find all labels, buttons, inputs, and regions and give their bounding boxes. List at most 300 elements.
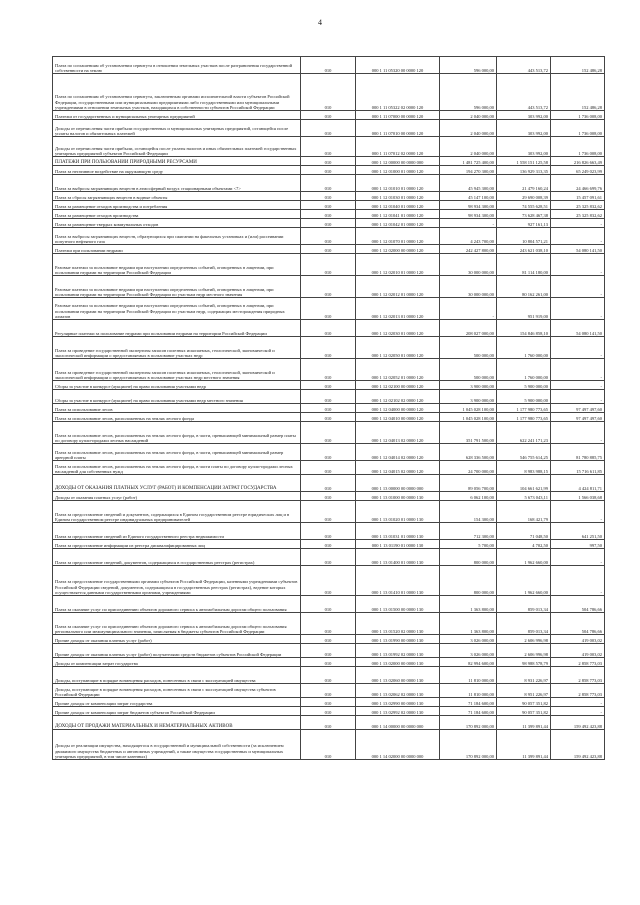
- cell-name: Плата за размещение твердых коммунальных отходов: [53, 219, 301, 228]
- table-row: [53, 613, 605, 635]
- cell-name: Доходы от компенсации затрат государства: [53, 658, 301, 667]
- cell-rest: -: [551, 337, 605, 359]
- cell-plan: 2 040 000,00: [440, 137, 497, 157]
- cell-code: 010: [301, 707, 356, 716]
- cell-code: 010: [301, 635, 356, 644]
- cell-fact: 1 177 980 773,65: [497, 413, 551, 422]
- cell-plan: 71 184 600,00: [440, 707, 497, 716]
- cell-kbk: 000 1 13 01400 01 0000 130: [356, 549, 440, 566]
- cell-plan: 4 243 700,00: [440, 228, 497, 245]
- cell-fact: 303 992,00: [497, 111, 551, 120]
- cell-rest: 997,50: [551, 540, 605, 549]
- cell-code: 010: [301, 390, 356, 404]
- cell-plan: 45 945 300,00: [440, 175, 497, 192]
- table-row: [53, 298, 605, 320]
- cell-fact: 2 606 996,98: [497, 635, 551, 644]
- cell-rest: 65 249 023,99: [551, 166, 605, 175]
- table-row: [53, 540, 605, 549]
- cell-name: Плата за выбросы загрязняющих веществ в атмосферный воздух стационарными объектами <7>: [53, 175, 301, 192]
- cell-rest: -: [551, 219, 605, 228]
- table-row: [53, 635, 605, 644]
- table-row: [53, 422, 605, 444]
- table-row: [53, 166, 605, 175]
- table-row: [53, 359, 605, 381]
- table-row: [53, 404, 605, 413]
- cell-name: Доходы от перечисления части прибыли государственных и муниципальных унитарных предприятий, остающейся после уплаты налогов и обязательных платежей: [53, 120, 301, 137]
- cell-kbk: 000 1 12 02000 00 0000 120: [356, 245, 440, 254]
- cell-fact: 1 558 151 125,58: [497, 157, 551, 166]
- cell-name: Плата за предоставление сведений, документов, содержащихся в государственных реестрах (регистрах): [53, 549, 301, 566]
- cell-plan: 154 300,00: [440, 501, 497, 523]
- cell-code: 010: [301, 566, 356, 596]
- cell-plan: 3 026 000,00: [440, 635, 497, 644]
- cell-rest: -: [551, 359, 605, 381]
- cell-plan: 596 000,00: [440, 74, 497, 111]
- cell-rest: 4 424 811,71: [551, 475, 605, 492]
- cell-plan: 170 892 000,00: [440, 730, 497, 760]
- cell-code: 010: [301, 320, 356, 337]
- cell-kbk: 000 1 13 01031 01 0000 130: [356, 523, 440, 540]
- cell-plan: 2 040 000,00: [440, 120, 497, 137]
- cell-name: Платежи от государственных и муниципальных унитарных предприятий: [53, 111, 301, 120]
- cell-code: 010: [301, 166, 356, 175]
- table-row: [53, 219, 605, 228]
- cell-fact: 5 900 000,00: [497, 390, 551, 404]
- cell-code: 010: [301, 201, 356, 210]
- cell-code: 010: [301, 667, 356, 684]
- cell-rest: -: [551, 707, 605, 716]
- cell-code: 010: [301, 245, 356, 254]
- cell-fact: 8 951 226,97: [497, 684, 551, 698]
- cell-rest: 24 466 699,76: [551, 175, 605, 192]
- table-row: [53, 390, 605, 404]
- cell-code: 010: [301, 120, 356, 137]
- cell-plan: 2 040 000,00: [440, 111, 497, 120]
- cell-kbk: 000 1 12 01040 01 0000 120: [356, 201, 440, 210]
- cell-name: Плата за выбросы загрязняющих веществ, образующихся при сжигании на факельных установках и (или) рассеивании попутного нефтяного газа: [53, 228, 301, 245]
- cell-fact: 1 962 660,00: [497, 566, 551, 596]
- cell-plan: 98 934 300,00: [440, 201, 497, 210]
- table-row: [53, 667, 605, 684]
- cell-plan: -: [440, 219, 497, 228]
- cell-kbk: 000 1 13 01500 00 0000 130: [356, 596, 440, 613]
- table-row: [53, 57, 605, 74]
- table-row: [53, 245, 605, 254]
- cell-kbk: 000 1 12 04000 00 0000 120: [356, 404, 440, 413]
- cell-plan: 1 481 725 400,00: [440, 157, 497, 166]
- cell-plan: 800 000,00: [440, 549, 497, 566]
- cell-name: Плата за использование лесов, расположенных на землях лесного фонда, в части платы по договору купли-продажи лесных насаждений для собственных нужд: [53, 461, 301, 475]
- cell-kbk: 000 1 13 02000 00 0000 130: [356, 658, 440, 667]
- cell-kbk: 000 1 13 02992 02 0000 130: [356, 707, 440, 716]
- cell-code: 010: [301, 175, 356, 192]
- cell-name: Плата за негативное воздействие на окружающую среду: [53, 166, 301, 175]
- table-row: [53, 381, 605, 390]
- cell-rest: 2 858 773,03: [551, 684, 605, 698]
- cell-rest: -: [551, 298, 605, 320]
- cell-kbk: 000 1 12 01070 01 0000 120: [356, 228, 440, 245]
- cell-kbk: 000 1 12 00000 00 0000 000: [356, 157, 440, 166]
- cell-plan: -: [440, 298, 497, 320]
- cell-fact: 622 241 171,23: [497, 422, 551, 444]
- cell-rest: 419 003,02: [551, 635, 605, 644]
- cell-kbk: 000 1 13 02062 02 0000 130: [356, 684, 440, 698]
- cell-rest: 1 566 038,68: [551, 492, 605, 501]
- cell-name: Доходы от реализации имущества, находящегося в государственной и муниципальной собственности (за исключением движимого имущества бюджетных и автономных учреждений, а также имущества государственных и муниципальных унитарных предприятий, в том числе казенных): [53, 730, 301, 760]
- cell-name: Прочие доходы от компенсации затрат государства: [53, 698, 301, 707]
- cell-kbk: 000 1 13 01990 00 0000 130: [356, 635, 440, 644]
- cell-rest: 419 003,02: [551, 644, 605, 658]
- cell-name: Платежи при пользовании недрами: [53, 245, 301, 254]
- cell-fact: 90 057 351,82: [497, 707, 551, 716]
- cell-fact: 303 992,00: [497, 137, 551, 157]
- cell-fact: 859 013,34: [497, 596, 551, 613]
- table-row: [53, 444, 605, 461]
- cell-name: Разовые платежи за пользование недрами при наступлении определенных событий, оговоренных в лицензии, при пользовании недрами на территории Российской Федерации по участкам недр, содержащих месторождения природных алмазов: [53, 298, 301, 320]
- cell-kbk: 000 1 12 02030 01 0000 120: [356, 320, 440, 337]
- cell-rest: 54 080 141,50: [551, 245, 605, 254]
- cell-plan: 170 892 000,00: [440, 716, 497, 730]
- cell-name: Плата за использование лесов: [53, 404, 301, 413]
- cell-kbk: 000 1 12 02052 01 0000 120: [356, 359, 440, 381]
- cell-kbk: 000 1 12 01000 01 0000 120: [356, 166, 440, 175]
- cell-plan: 30 000 000,00: [440, 276, 497, 298]
- cell-kbk: 000 1 13 01520 02 0000 130: [356, 613, 440, 635]
- cell-plan: 500 000,00: [440, 359, 497, 381]
- cell-name: ПЛАТЕЖИ ПРИ ПОЛЬЗОВАНИИ ПРИРОДНЫМИ РЕСУРСАМИ: [53, 157, 301, 166]
- cell-kbk: 000 1 14 00000 00 0000 000: [356, 716, 440, 730]
- cell-fact: 5 673 043,11: [497, 492, 551, 501]
- cell-name: Доходы, поступающие в порядке возмещения расходов, понесенных в связи с эксплуатацией имущества субъектов Российской Федерации: [53, 684, 301, 698]
- cell-code: 010: [301, 501, 356, 523]
- table-row: [53, 137, 605, 157]
- cell-plan: 30 000 000,00: [440, 254, 497, 276]
- cell-plan: 500 000,00: [440, 337, 497, 359]
- cell-name: Плата за использование лесов, расположенных на землях лесного фонда: [53, 413, 301, 422]
- cell-name: Плата за предоставление информации из реестра дисквалифицированных лиц: [53, 540, 301, 549]
- cell-name: Сборы за участие в конкурсе (аукционе) на право пользования участками недр местного значения: [53, 390, 301, 404]
- cell-kbk: 000 1 12 01042 01 0000 120: [356, 219, 440, 228]
- cell-fact: 927 161,13: [497, 219, 551, 228]
- cell-code: 010: [301, 210, 356, 219]
- cell-code: 010: [301, 698, 356, 707]
- cell-plan: 194 270 300,00: [440, 166, 497, 175]
- cell-fact: 1 962 660,00: [497, 549, 551, 566]
- cell-code: 010: [301, 74, 356, 111]
- cell-plan: 11 810 000,00: [440, 684, 497, 698]
- cell-code: 010: [301, 492, 356, 501]
- cell-rest: -: [551, 276, 605, 298]
- cell-fact: 11 399 891,44: [497, 730, 551, 760]
- cell-fact: 90 057 351,82: [497, 698, 551, 707]
- cell-kbk: 000 1 13 00000 00 0000 000: [356, 475, 440, 492]
- cell-kbk: 000 1 12 04010 00 0000 120: [356, 413, 440, 422]
- cell-kbk: 000 1 13 01410 01 0000 130: [356, 566, 440, 596]
- cell-fact: 443 513,72: [497, 57, 551, 74]
- cell-plan: 71 184 600,00: [440, 698, 497, 707]
- cell-plan: 1 363 800,00: [440, 613, 497, 635]
- cell-fact: 98 988 578,79: [497, 658, 551, 667]
- table-row: [53, 320, 605, 337]
- cell-plan: 6 062 100,00: [440, 492, 497, 501]
- cell-code: 010: [301, 111, 356, 120]
- table-row: [53, 337, 605, 359]
- cell-fact: 11 399 891,44: [497, 716, 551, 730]
- page-number: 4: [318, 18, 322, 27]
- cell-rest: -: [551, 422, 605, 444]
- cell-fact: 74 555 628,51: [497, 201, 551, 210]
- section-row: [53, 716, 605, 730]
- cell-kbk: 000 1 13 01992 02 0000 130: [356, 644, 440, 658]
- cell-kbk: 000 1 12 04015 02 0000 120: [356, 461, 440, 475]
- table-row: [53, 707, 605, 716]
- table-row: [53, 658, 605, 667]
- cell-rest: 152 486,28: [551, 74, 605, 111]
- cell-fact: 859 013,34: [497, 613, 551, 635]
- cell-name: Плата по соглашениям об установлении сервитута, заключенным органами исполнительной власти субъектов Российской Федерации, государственными или муниципальными предприятиями либо государственными или муниципальными учреждениями в отношении земельных участков, находящихся в собственности субъектов Российской Федерации: [53, 74, 301, 111]
- cell-code: 010: [301, 549, 356, 566]
- cell-name: Плата по соглашениям об установлении сервитута в отношении земельных участков после разграничения государственной собственности на землю: [53, 57, 301, 74]
- cell-name: Доходы от оказания платных услуг (работ): [53, 492, 301, 501]
- cell-plan: 5 700,00: [440, 540, 497, 549]
- cell-fact: 71 048,50: [497, 523, 551, 540]
- cell-name: Прочие доходы от компенсации затрат бюджетов субъектов Российской Федерации: [53, 707, 301, 716]
- cell-kbk: 000 1 12 01030 01 0000 120: [356, 192, 440, 201]
- cell-rest: -: [551, 549, 605, 566]
- cell-name: ДОХОДЫ ОТ ОКАЗАНИЯ ПЛАТНЫХ УСЛУГ (РАБОТ) И КОМПЕНСАЦИИ ЗАТРАТ ГОСУДАРСТВА: [53, 475, 301, 492]
- cell-name: Плата за размещение отходов производства и потребления: [53, 201, 301, 210]
- cell-fact: 154 846 858,10: [497, 320, 551, 337]
- cell-rest: -: [551, 228, 605, 245]
- revenue-table: [52, 56, 605, 760]
- cell-code: 010: [301, 228, 356, 245]
- cell-code: 010: [301, 444, 356, 461]
- cell-code: 010: [301, 137, 356, 157]
- cell-code: 010: [301, 461, 356, 475]
- cell-rest: 2 858 773,03: [551, 658, 605, 667]
- table-row: [53, 730, 605, 760]
- cell-fact: 8 983 988,15: [497, 461, 551, 475]
- cell-plan: 242 427 800,00: [440, 245, 497, 254]
- cell-code: 010: [301, 404, 356, 413]
- cell-plan: 98 934 300,00: [440, 210, 497, 219]
- cell-name: Плата за проведение государственной экспертизы запасов полезных ископаемых, геологической, экономической и экологической информации о предоставляемых в пользование участках недр местного значения: [53, 359, 301, 381]
- cell-rest: -: [551, 254, 605, 276]
- cell-rest: 1 736 008,00: [551, 120, 605, 137]
- cell-plan: 1 363 800,00: [440, 596, 497, 613]
- cell-code: 010: [301, 540, 356, 549]
- cell-plan: 628 336 500,00: [440, 444, 497, 461]
- table-row: [53, 698, 605, 707]
- cell-fact: 546 755 614,25: [497, 444, 551, 461]
- cell-rest: 504 786,66: [551, 613, 605, 635]
- cell-name: Разовые платежи за пользование недрами при наступлении определенных событий, оговоренных в лицензии, при пользовании недрами на территории Российской Федерации: [53, 254, 301, 276]
- cell-fact: 104 661 621,99: [497, 475, 551, 492]
- cell-rest: 2 858 773,03: [551, 667, 605, 684]
- cell-fact: 303 992,00: [497, 120, 551, 137]
- cell-name: Плата за проведение государственной экспертизы запасов полезных ископаемых, геологической, экономической и экологической информации о предоставляемых в пользование участках недр: [53, 337, 301, 359]
- cell-name: Плата за предоставление сведений из Единого государственного реестра недвижимости: [53, 523, 301, 540]
- table-row: [53, 492, 605, 501]
- cell-code: 010: [301, 684, 356, 698]
- cell-rest: 25 325 832,62: [551, 210, 605, 219]
- table-row: [53, 210, 605, 219]
- cell-rest: 15 457 091,61: [551, 192, 605, 201]
- table-row: [53, 228, 605, 245]
- cell-fact: 136 929 313,35: [497, 166, 551, 175]
- cell-fact: 73 628 467,38: [497, 210, 551, 219]
- cell-fact: 2 606 996,98: [497, 644, 551, 658]
- cell-kbk: 000 1 12 01010 01 0000 120: [356, 175, 440, 192]
- section-row: [53, 157, 605, 166]
- cell-name: Плата за использование лесов, расположенных на землях лесного фонда, в части, превышающей минимальный размер платы по договору купли-продажи лесных насаждений: [53, 422, 301, 444]
- cell-name: Плата за размещение отходов производства: [53, 210, 301, 219]
- table-row: [53, 596, 605, 613]
- table-row: [53, 120, 605, 137]
- cell-code: 010: [301, 658, 356, 667]
- cell-kbk: 000 1 14 02000 00 0000 000: [356, 730, 440, 760]
- cell-rest: 216 826 663,49: [551, 157, 605, 166]
- cell-kbk: 000 1 13 02990 00 0000 130: [356, 698, 440, 707]
- table-row: [53, 192, 605, 201]
- cell-fact: 21 479 160,24: [497, 175, 551, 192]
- cell-fact: 81 114 180,00: [497, 254, 551, 276]
- cell-rest: 97 497 497,60: [551, 404, 605, 413]
- cell-name: Плата за сбросы загрязняющих веществ в водные объекты: [53, 192, 301, 201]
- cell-code: 010: [301, 254, 356, 276]
- cell-code: 010: [301, 298, 356, 320]
- table-row: [53, 644, 605, 658]
- cell-code: 010: [301, 523, 356, 540]
- cell-fact: 4 702,50: [497, 540, 551, 549]
- cell-kbk: 000 1 11 07000 00 0000 120: [356, 111, 440, 120]
- cell-fact: 243 621 038,10: [497, 245, 551, 254]
- cell-plan: 1 045 028 100,00: [440, 404, 497, 413]
- cell-plan: 208 027 000,00: [440, 320, 497, 337]
- cell-name: Доходы от перечисления части прибыли, остающейся после уплаты налогов и иных обязательных платежей государственных унитарных предприятий субъектов Российской Федерации: [53, 137, 301, 157]
- cell-code: 010: [301, 219, 356, 228]
- table-row: [53, 74, 605, 111]
- cell-kbk: 000 1 13 01020 01 0000 130: [356, 501, 440, 523]
- cell-plan: 1 045 028 100,00: [440, 413, 497, 422]
- cell-code: 010: [301, 413, 356, 422]
- table-row: [53, 276, 605, 298]
- cell-name: Сборы за участие в конкурсе (аукционе) на право пользования участками недр: [53, 381, 301, 390]
- cell-plan: 82 994 600,00: [440, 658, 497, 667]
- cell-code: 010: [301, 337, 356, 359]
- cell-rest: 15 716 611,85: [551, 461, 605, 475]
- cell-plan: 45 147 100,00: [440, 192, 497, 201]
- table-row: [53, 254, 605, 276]
- cell-fact: 80 162 261,00: [497, 276, 551, 298]
- cell-rest: 97 497 497,60: [551, 413, 605, 422]
- cell-kbk: 000 1 12 02102 02 0000 120: [356, 390, 440, 404]
- cell-kbk: 000 1 11 07012 02 0000 120: [356, 137, 440, 157]
- cell-code: 010: [301, 359, 356, 381]
- cell-fact: 951 919,00: [497, 298, 551, 320]
- cell-kbk: 000 1 13 02060 00 0000 130: [356, 667, 440, 684]
- cell-fact: 443 513,72: [497, 74, 551, 111]
- cell-kbk: 000 1 12 02010 01 0000 120: [356, 254, 440, 276]
- table-row: [53, 566, 605, 596]
- cell-code: 010: [301, 596, 356, 613]
- cell-plan: 800 000,00: [440, 566, 497, 596]
- cell-code: 010: [301, 644, 356, 658]
- cell-plan: 3 900 000,00: [440, 381, 497, 390]
- table-row: [53, 549, 605, 566]
- cell-kbk: 000 1 12 01041 01 0000 120: [356, 210, 440, 219]
- cell-rest: 1 736 008,00: [551, 137, 605, 157]
- cell-kbk: 000 1 12 02013 01 0000 120: [356, 298, 440, 320]
- cell-rest: 152 486,28: [551, 57, 605, 74]
- cell-code: 010: [301, 276, 356, 298]
- cell-rest: 159 492 423,88: [551, 730, 605, 760]
- cell-plan: 89 056 700,00: [440, 475, 497, 492]
- cell-name: Плата за предоставление сведений и документов, содержащихся в Едином государственном реестре юридических лиц и в Едином государственном реестре индивидуальных предпринимателей: [53, 501, 301, 523]
- cell-code: 010: [301, 192, 356, 201]
- cell-rest: 54 080 141,50: [551, 320, 605, 337]
- cell-kbk: 000 1 13 01190 01 0000 130: [356, 540, 440, 549]
- table-row: [53, 461, 605, 475]
- cell-name: Прочие доходы от оказания платных услуг (работ): [53, 635, 301, 644]
- cell-name: Разовые платежи за пользование недрами при наступлении определенных событий, оговоренных в лицензии, при пользовании недрами на территории Российской Федерации по участкам недр местного значения: [53, 276, 301, 298]
- cell-code: 010: [301, 381, 356, 390]
- cell-kbk: 000 1 12 02100 00 0000 120: [356, 381, 440, 390]
- cell-plan: 596 000,00: [440, 57, 497, 74]
- cell-fact: 1 177 980 773,65: [497, 404, 551, 413]
- cell-kbk: 000 1 13 01000 00 0000 130: [356, 492, 440, 501]
- cell-rest: -: [551, 698, 605, 707]
- cell-fact: 1 760 000,00: [497, 337, 551, 359]
- cell-kbk: 000 1 11 05320 00 0000 120: [356, 57, 440, 74]
- cell-code: 010: [301, 57, 356, 74]
- cell-code: 010: [301, 716, 356, 730]
- table-row: [53, 175, 605, 192]
- cell-code: 010: [301, 730, 356, 760]
- table-row: [53, 501, 605, 523]
- cell-code: 010: [301, 157, 356, 166]
- cell-kbk: 000 1 12 02012 01 0000 120: [356, 276, 440, 298]
- cell-rest: 1 736 008,00: [551, 111, 605, 120]
- cell-rest: 159 492 423,88: [551, 716, 605, 730]
- cell-rest: -: [551, 390, 605, 404]
- cell-kbk: 000 1 11 05322 02 0000 120: [356, 74, 440, 111]
- cell-code: 010: [301, 613, 356, 635]
- cell-plan: 351 791 500,00: [440, 422, 497, 444]
- cell-name: Плата за оказание услуг по присоединению объектов дорожного сервиса к автомобильным дорогам общего пользования регионального или межмуниципального значения, зачисляемая в бюджеты субъектов Российской Федерации: [53, 613, 301, 635]
- cell-fact: 168 421,79: [497, 501, 551, 523]
- cell-name: Плата за оказание услуг по присоединению объектов дорожного сервиса к автомобильным дорогам общего пользования: [53, 596, 301, 613]
- table-row: [53, 413, 605, 422]
- cell-plan: 24 700 000,00: [440, 461, 497, 475]
- table-row: [53, 684, 605, 698]
- cell-plan: 3 026 000,00: [440, 644, 497, 658]
- cell-rest: -: [551, 566, 605, 596]
- cell-kbk: 000 1 12 04014 02 0000 120: [356, 444, 440, 461]
- table-row: [53, 201, 605, 210]
- cell-name: ДОХОДЫ ОТ ПРОДАЖИ МАТЕРИАЛЬНЫХ И НЕМАТЕРИАЛЬНЫХ АКТИВОВ: [53, 716, 301, 730]
- cell-fact: 29 690 008,39: [497, 192, 551, 201]
- cell-kbk: 000 1 12 04013 02 0000 120: [356, 422, 440, 444]
- cell-name: Прочие доходы от оказания платных услуг (работ) получателями средств бюджетов субъектов Российской Федерации: [53, 644, 301, 658]
- table-row: [53, 111, 605, 120]
- cell-rest: 641 251,50: [551, 523, 605, 540]
- cell-rest: -: [551, 501, 605, 523]
- cell-kbk: 000 1 11 07010 00 0000 120: [356, 120, 440, 137]
- section-row: [53, 475, 605, 492]
- cell-rest: 25 325 832,62: [551, 201, 605, 210]
- cell-name: Плата за использование лесов, расположенных на землях лесного фонда, в части, превышающей минимальный размер арендной платы: [53, 444, 301, 461]
